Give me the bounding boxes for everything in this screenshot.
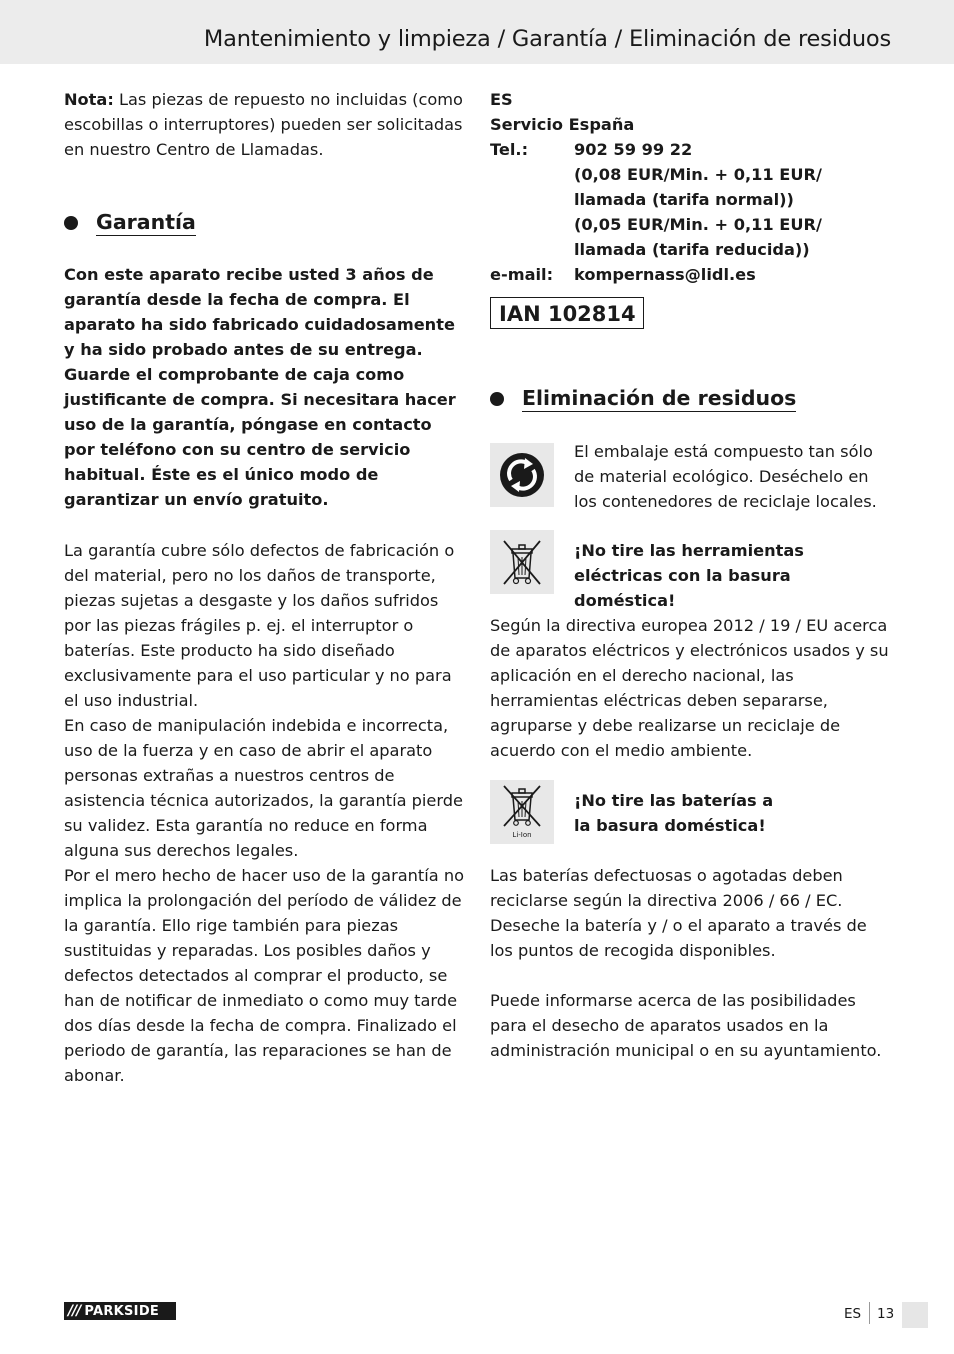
rate-reduced-1: (0,05 EUR/Min. + 0,11 EUR/ [574, 215, 822, 234]
footer-language: ES [844, 1306, 862, 1322]
li-ion-label: Li-Ion [512, 831, 532, 839]
tools-warning: ¡No tire las herramientas eléctricas con la basura doméstica! [574, 541, 804, 610]
contact-block [490, 87, 822, 287]
rate-normal-1: (0,08 EUR/Min. + 0,11 EUR/ [574, 165, 822, 184]
tel-label: Tel.: [490, 140, 529, 159]
battery-warning [574, 788, 894, 838]
packaging-text: El embalaje está compuesto tan sólo de material ecológico. Deséchelo en los contenedores de reciclaje locales. [574, 442, 877, 511]
bullet-icon [64, 216, 78, 230]
page-title: Mantenimiento y limpieza / Garantía / Eliminación de residuos [203, 26, 891, 52]
note-text: Las piezas de repuesto no incluidas (como escobillas o interruptores) pueden ser solicitadas en nuestro Centro de Llamadas. [64, 90, 463, 159]
bin-icon-box [490, 530, 554, 594]
page-number: 13 [877, 1306, 895, 1322]
battery-warning-line-2: la basura doméstica! [574, 816, 766, 835]
garantia-heading [64, 210, 196, 236]
rate-reduced-2: llamada (tarifa reducida)) [574, 240, 810, 259]
disposal-heading-text: Eliminación de residuos [522, 386, 797, 410]
rate-normal-2: llamada (tarifa normal)) [574, 190, 794, 209]
crossed-bin-icon [499, 536, 545, 588]
garantia-paragraph-1: La garantía cubre sólo defectos de fabricación o del material, pero no los daños de transporte, piezas sujetas a desgaste y los daños sufridos por las piezas frágiles p. ej. el interruptor o baterías. Este producto ha sido diseñado exclusivamente para el uso particular y no para el uso industrial. [64, 541, 455, 710]
bullet-icon [490, 392, 504, 406]
parkside-logo [64, 1302, 176, 1320]
contact-country: ES [490, 90, 513, 109]
logo-slashes: /// [68, 1303, 81, 1319]
recycle-icon-box [490, 443, 554, 507]
note-paragraph [64, 87, 464, 162]
info-paragraph: Puede informarse acerca de las posibilidades para el desecho de aparatos usados en la administración municipal o en su ayuntamiento. [490, 991, 882, 1060]
battery-paragraph: Las baterías defectuosas o agotadas deben reciclarse según la directiva 2006 / 66 / EC. Deseche la batería y / o el aparato a través de los puntos de recogida disponibles. [490, 866, 867, 960]
battery-bin-icon [497, 784, 547, 840]
disposal-heading [490, 386, 796, 412]
ian-box: IAN 102814 [490, 297, 644, 329]
email-label: e-mail: [490, 265, 554, 284]
garantia-heading-text: Garantía [96, 210, 196, 234]
tel-number: 902 59 99 22 [574, 140, 693, 159]
footer-tab [902, 1302, 928, 1328]
contact-service: Servicio España [490, 115, 635, 134]
footer-divider [869, 1302, 870, 1324]
logo-brand: PARKSIDE [84, 1303, 160, 1319]
battery-bin-icon-box [490, 780, 554, 844]
garantia-paragraph-3: Por el mero hecho de hacer uso de la garantía no implica la prolongación del período de válidez de la garantía. Ello rige también para piezas sustituidas y reparadas. Los posibles daños y defectos detectados al comprar el producto, se han de notificar de inmediato o como muy tarde dos días desde la fecha de compra. Finalizado el periodo de garantía, las reparaciones se han de abonar. [64, 866, 464, 1085]
garantia-bold-paragraph: Con este aparato recibe usted 3 años de garantía desde la fecha de compra. El aparato ha sido fabricado cuidadosamente y ha sido probado antes de su entrega. Guarde el comprobante de caja como justificante de compra. Si necesitara hacer uso de la garantía, póngase en contacto por teléfono con su centro de servicio habitual. Éste es el único modo de garantizar un envío gratuito. [64, 265, 456, 509]
email-address: kompernass@lidl.es [574, 265, 756, 284]
garantia-paragraph-2: En caso de manipulación indebida e incorrecta, uso de la fuerza y en caso de abrir el aparato personas extrañas a nuestros centros de asistencia técnica autorizados, la garantía pierde su validez. Esta garantía no reduce en forma alguna sus derechos legales. [64, 716, 463, 860]
recycle-icon [497, 450, 547, 500]
note-label: Nota: [64, 90, 114, 109]
directive-paragraph: Según la directiva europea 2012 / 19 / EU acerca de aparatos eléctricos y electrónicos usados y su aplicación en el derecho nacional, las herramientas eléctricas deben separarse, agruparse y debe realizarse un reciclaje de acuerdo con el medio ambiente. [490, 616, 889, 760]
battery-warning-line-1: ¡No tire las baterías a [574, 791, 774, 810]
